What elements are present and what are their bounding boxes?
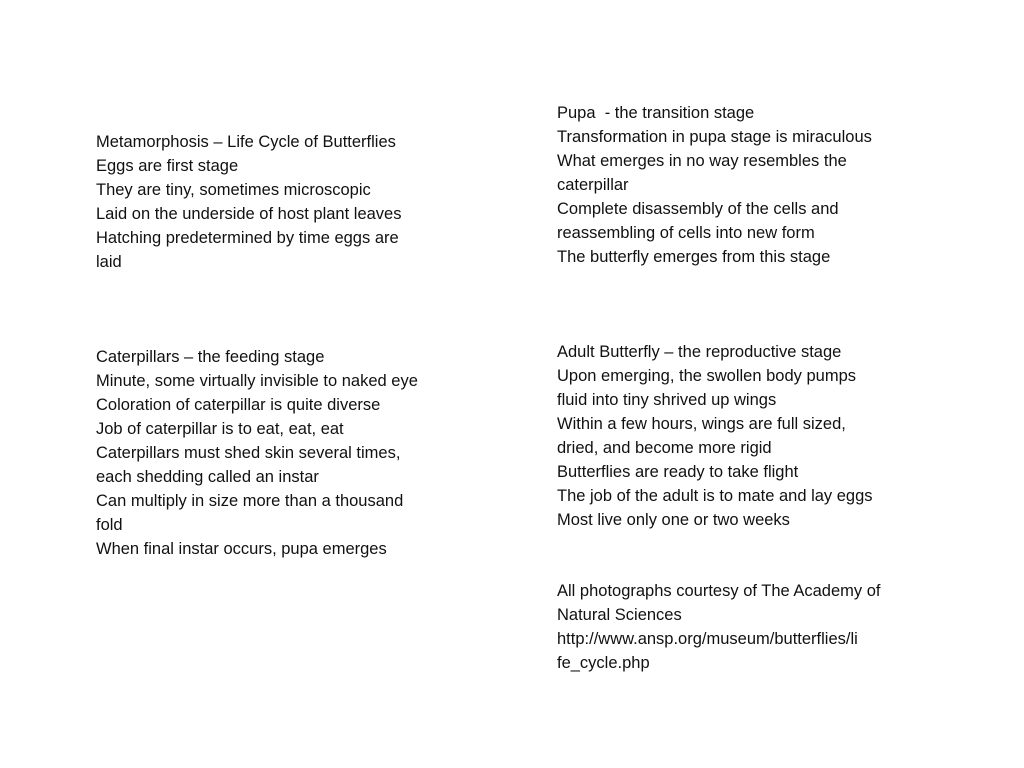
caterpillar-line: Caterpillars must shed skin several times,: [96, 444, 401, 462]
photo-credits-text-block: [557, 579, 937, 675]
pupa-line: Complete disassembly of the cells and: [557, 200, 839, 218]
caterpillar-line: Can multiply in size more than a thousand: [96, 492, 404, 510]
pupa-line: reassembling of cells into new form: [557, 224, 815, 242]
eggs-line: Eggs are first stage: [96, 157, 239, 175]
pupa-line: The butterfly emerges from this stage: [557, 248, 831, 266]
caterpillar-line: Minute, some virtually invisible to naked eye: [96, 372, 418, 390]
pupa-line: What emerges in no way resembles the: [557, 152, 847, 170]
adult-line: Most live only one or two weeks: [557, 511, 790, 529]
eggs-line: Metamorphosis – Life Cycle of Butterflies: [96, 133, 396, 151]
pupa-line: Pupa - the transition stage: [557, 104, 755, 122]
pupa-line: caterpillar: [557, 176, 629, 194]
eggs-line: Hatching predetermined by time eggs are: [96, 229, 399, 247]
eggs-line: laid: [96, 253, 122, 271]
eggs-stage-text-block: [96, 130, 476, 274]
credits-url-line: http://www.ansp.org/museum/butterflies/li: [557, 630, 858, 648]
adult-line: dried, and become more rigid: [557, 439, 772, 457]
credits-line: All photographs courtesy of The Academy of: [557, 582, 881, 600]
adult-line: Upon emerging, the swollen body pumps: [557, 367, 857, 385]
pupa-line: Transformation in pupa stage is miraculous: [557, 128, 872, 146]
pupa-stage-text-block: [557, 101, 937, 269]
credits-line: Natural Sciences: [557, 606, 682, 624]
caterpillar-stage-text-block: [96, 345, 476, 561]
credits-url-line: fe_cycle.php: [557, 654, 650, 672]
adult-line: The job of the adult is to mate and lay eggs: [557, 487, 873, 505]
adult-stage-text-block: [557, 340, 937, 532]
caterpillar-line: Job of caterpillar is to eat, eat, eat: [96, 420, 344, 438]
caterpillar-line: fold: [96, 516, 123, 534]
adult-line: Within a few hours, wings are full sized,: [557, 415, 846, 433]
caterpillar-line: each shedding called an instar: [96, 468, 319, 486]
caterpillar-line: When final instar occurs, pupa emerges: [96, 540, 387, 558]
caterpillar-line: Caterpillars – the feeding stage: [96, 348, 325, 366]
adult-line: Butterflies are ready to take flight: [557, 463, 799, 481]
caterpillar-line: Coloration of caterpillar is quite diverse: [96, 396, 381, 414]
adult-line: Adult Butterfly – the reproductive stage: [557, 343, 842, 361]
eggs-line: Laid on the underside of host plant leaves: [96, 205, 402, 223]
eggs-line: They are tiny, sometimes microscopic: [96, 181, 371, 199]
adult-line: fluid into tiny shrived up wings: [557, 391, 777, 409]
